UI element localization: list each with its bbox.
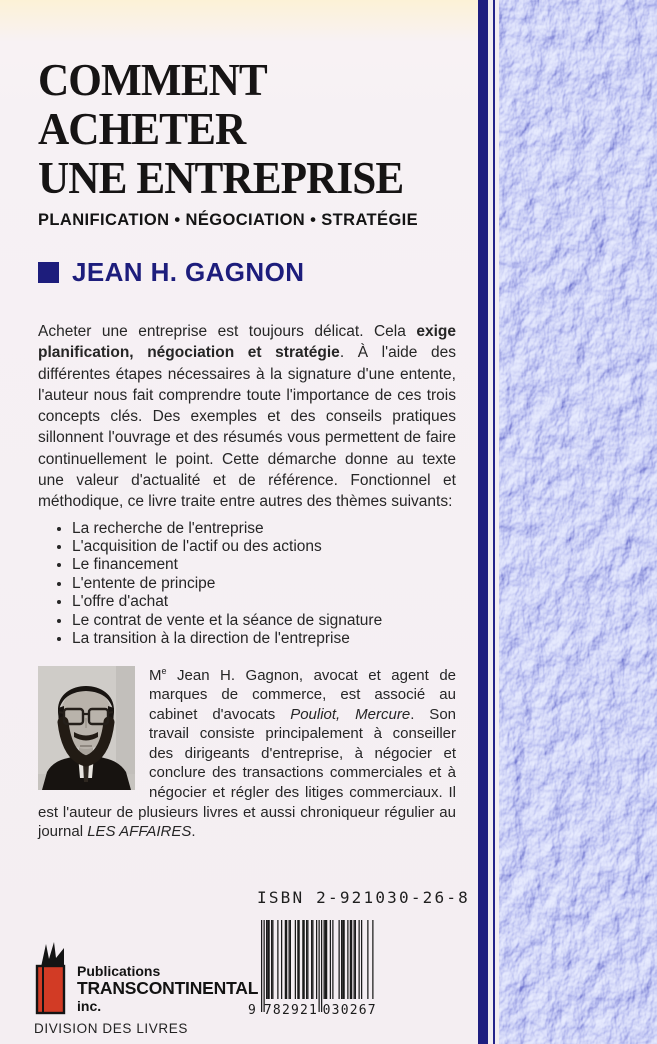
title-line-2: ACHETER xyxy=(38,103,246,154)
theme-item: • Le contrat de vente et la séance de signature xyxy=(72,612,456,630)
publisher-book-flame-icon xyxy=(34,940,68,1016)
theme-item: • La transition à la direction de l'entreprise xyxy=(72,630,456,648)
theme-item: • La recherche de l'entreprise xyxy=(72,520,456,538)
publisher-name-line2: TRANSCONTINENTAL xyxy=(77,978,259,999)
author-accent-square-icon xyxy=(38,262,59,283)
publisher-block xyxy=(34,940,258,1036)
portrait-illustration xyxy=(38,666,135,790)
book-subtitle: PLANIFICATION • NÉGOCIATION • STRATÉGIE xyxy=(38,211,419,229)
theme-item: • Le financement xyxy=(72,556,456,574)
book-title xyxy=(38,55,456,202)
cover-content xyxy=(38,55,456,842)
spine-leather xyxy=(499,0,657,1044)
theme-item: • L'acquisition de l'actif ou des actions xyxy=(72,538,456,556)
theme-item: • L'entente de principe xyxy=(72,575,456,593)
publisher-name-line3: inc. xyxy=(77,997,102,1014)
description-paragraph: Acheter une entreprise est toujours délicat. Cela exige planification, négociation et stratégie. À l'aide des différentes étapes nécessaires à la signature d'une entente, l'auteur nous fait comprendre toute l'importance de ces trois concepts clés. Des exemples et des conseils pratiques sillonnent l'ouvrage et des résumés vous permettent de faire continuellement le point. Cette démarche donne au texte une valeur d'actualité et de référence. Fonctionnel et méthodique, ce livre traite entre autres des thèmes suivants: xyxy=(38,323,456,511)
title-line-3: UNE ENTREPRISE xyxy=(38,152,404,203)
publisher-division-label: DIVISION DES LIVRES xyxy=(34,1021,188,1036)
spine-stripe-navy xyxy=(478,0,488,1044)
barcode-digits: 030267 xyxy=(322,1003,377,1018)
isbn-label: ISBN 2-921030-26-8 xyxy=(257,888,470,907)
publisher-name xyxy=(77,964,258,1016)
author-bio xyxy=(38,662,456,842)
author-name: JEAN H. GAGNON xyxy=(72,257,305,287)
theme-item: • L'offre d'achat xyxy=(72,593,456,611)
bio-paragraph: Me Jean H. Gagnon, avocat et agent de marques de commerce, est associé au cabinet d'avocats Pouliot, Mercure. Son travail consiste principalement à conseiller des dirigeants d'entreprise, à négocier et conclure des transactions commerciales et à négocier et régler des litiges commerciaux. Il est l'auteur de plusieurs livres et aussi chroniqueur régulier au journal LES AFFAIRES. xyxy=(38,665,456,841)
author-row xyxy=(38,257,456,288)
barcode-digits: 9 xyxy=(248,1003,258,1018)
barcode-digits: 782921 xyxy=(263,1003,319,1018)
ean13-barcode xyxy=(248,920,386,1018)
author-portrait-photo xyxy=(38,666,135,790)
themes-list xyxy=(38,520,456,649)
title-line-1: COMMENT xyxy=(38,54,267,105)
publisher-name-line1: Publications xyxy=(77,962,161,979)
spine-leather-texture xyxy=(499,0,657,1044)
